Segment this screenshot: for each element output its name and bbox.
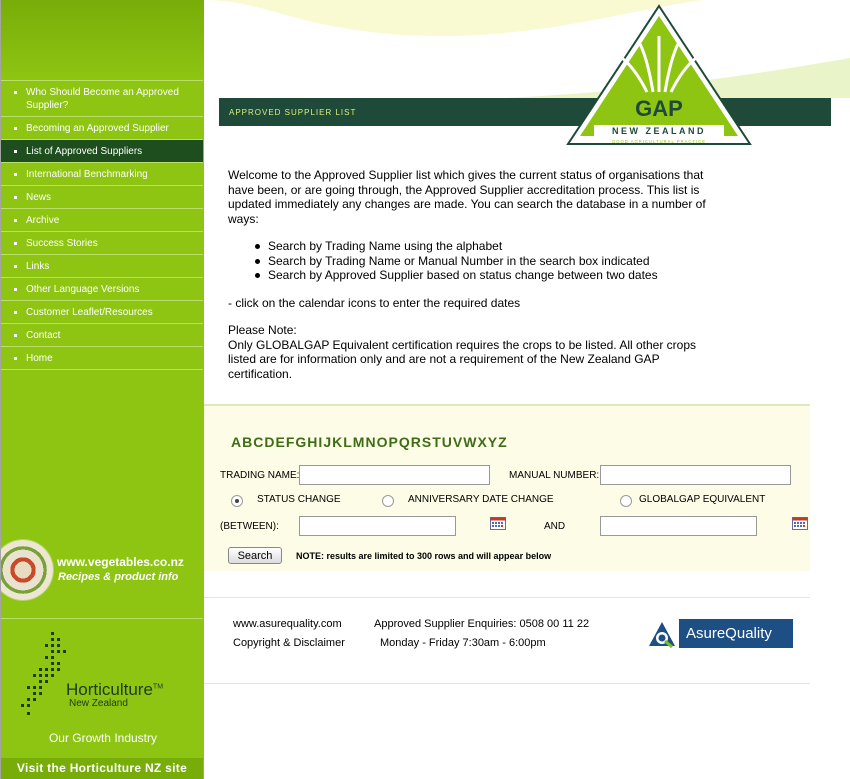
alphabet-letter-a[interactable]: A [231, 434, 242, 450]
sidebar-nav-item[interactable] [1, 254, 203, 277]
logo-dot [27, 712, 30, 715]
logo-dot [21, 704, 24, 707]
logo-dot [39, 692, 42, 695]
sidebar-nav-label: Customer Leaflet/Resources [26, 307, 153, 318]
logo-dot [51, 668, 54, 671]
logo-dot [39, 668, 42, 671]
gap-logo-tagline: GOOD AGRICULTURAL PRACTICE [612, 139, 706, 144]
sidebar-nav-label: Success Stories [26, 238, 98, 249]
logo-dot [51, 674, 54, 677]
logo-dot [39, 686, 42, 689]
square-bullet-icon [14, 127, 17, 130]
calendar-icon[interactable] [792, 516, 808, 530]
alphabet-letter-x[interactable]: X [477, 434, 487, 450]
intro-paragraph: Welcome to the Approved Supplier list which gives the current status of organisations that have been, or are going through, the Approved Supplier accreditation process. This list is updated immediately any changes are made. You can search the database in a number of ways: [228, 168, 706, 226]
alphabet-index [231, 434, 508, 452]
alphabet-letter-b[interactable]: B [242, 434, 253, 450]
logo-dot [27, 698, 30, 701]
enquiries-phone: Approved Supplier Enquiries: 0508 00 11 22 [374, 618, 590, 630]
sidebar-nav-item[interactable] [1, 231, 203, 254]
logo-dot [33, 698, 36, 701]
asurequality-mark-icon [645, 619, 679, 648]
square-bullet-icon [14, 334, 17, 337]
sidebar-nav-label: List of Approved Suppliers [26, 146, 143, 157]
sidebar-nav-item[interactable] [1, 277, 203, 300]
sidebar-nav-item[interactable] [1, 80, 203, 116]
alphabet-letter-g[interactable]: G [295, 434, 307, 450]
alphabet-letter-y[interactable]: Y [487, 434, 498, 450]
alphabet-letter-t[interactable]: T [432, 434, 441, 450]
search-button[interactable]: Search [228, 547, 282, 564]
list-item: Search by Trading Name or Manual Number in the search box indicated [268, 254, 708, 269]
alphabet-letter-c[interactable]: C [253, 434, 264, 450]
square-bullet-icon [14, 265, 17, 268]
square-bullet-icon [14, 196, 17, 199]
gap-logo-text: GAP [635, 96, 683, 121]
gap-logo-country: NEW ZEALAND [612, 126, 706, 136]
asurequality-logo-text: AsureQuality [686, 625, 772, 642]
list-item: Search by Approved Supplier based on status change between two dates [268, 268, 708, 283]
search-panel [204, 404, 810, 571]
food-plate-image [0, 540, 53, 600]
sidebar-nav-label: Contact [26, 330, 61, 341]
alphabet-letter-n[interactable]: N [365, 434, 376, 450]
logo-dot [39, 674, 42, 677]
logo-dot [51, 650, 54, 653]
alphabet-letter-o[interactable]: O [376, 434, 388, 450]
sidebar-nav-label: News [26, 192, 52, 203]
results-limit-note: NOTE: results are limited to 300 rows and will appear below [296, 551, 552, 561]
trademark: TM [152, 683, 164, 691]
sidebar-nav-item[interactable] [1, 300, 203, 323]
sidebar-nav-item[interactable] [1, 208, 203, 231]
logo-dot [45, 644, 48, 647]
footer-divider [204, 597, 810, 598]
horticulture-name: Horticulture [66, 680, 153, 699]
logo-dot [57, 662, 60, 665]
asurequality-website-link[interactable]: www.asurequality.com [233, 618, 342, 630]
alphabet-letter-h[interactable]: H [307, 434, 318, 450]
alphabet-letter-i[interactable]: I [318, 434, 323, 450]
anniversary-date-radio[interactable] [382, 495, 394, 507]
logo-dot [27, 704, 30, 707]
square-bullet-icon [14, 150, 17, 153]
sidebar [0, 0, 204, 779]
logo-dot [33, 674, 36, 677]
sidebar-divider [1, 618, 203, 619]
sidebar-nav-item[interactable] [1, 162, 203, 185]
logo-dot [45, 674, 48, 677]
sidebar-nav-label: Links [26, 261, 50, 272]
alphabet-letter-z[interactable]: Z [498, 434, 507, 450]
alphabet-letter-f[interactable]: F [285, 434, 295, 450]
date-to-input[interactable] [600, 516, 757, 536]
date-from-input[interactable] [299, 516, 456, 536]
logo-dot [51, 638, 54, 641]
alphabet-letter-s[interactable]: S [421, 434, 432, 450]
logo-dot [51, 656, 54, 659]
calendar-icon[interactable] [490, 516, 506, 530]
logo-dot [57, 644, 60, 647]
logo-dot [51, 632, 54, 635]
list-item: Search by Trading Name using the alphabet [268, 239, 708, 254]
logo-dot [63, 650, 66, 653]
vegetables-promo[interactable] [1, 532, 203, 622]
logo-dot [27, 686, 30, 689]
sidebar-nav-item[interactable] [1, 346, 203, 370]
sidebar-nav-item[interactable] [1, 139, 203, 162]
square-bullet-icon [14, 288, 17, 291]
alphabet-letter-w[interactable]: W [463, 434, 477, 450]
sidebar-nav-item[interactable] [1, 116, 203, 139]
growth-slogan: Our Growth Industry [48, 731, 158, 745]
status-change-radio[interactable] [231, 495, 243, 507]
sidebar-nav-label: Other Language Versions [26, 284, 140, 295]
manual-number-input[interactable] [600, 465, 791, 485]
header-swoosh-graphic [204, 0, 850, 98]
logo-dot [57, 650, 60, 653]
alphabet-letter-e[interactable]: E [275, 434, 285, 450]
intro-section [228, 168, 708, 381]
anniversary-date-label: ANNIVERSARY DATE CHANGE [408, 494, 554, 505]
logo-dot [51, 644, 54, 647]
calendar-note: - click on the calendar icons to enter the required dates [228, 295, 521, 310]
manual-number-label: MANUAL NUMBER: [509, 470, 600, 481]
sidebar-nav-label: International Benchmarking [26, 169, 148, 180]
logo-dot [33, 686, 36, 689]
alphabet-letter-l[interactable]: L [343, 434, 352, 450]
alphabet-letter-v[interactable]: V [452, 434, 463, 450]
page-title: APPROVED SUPPLIER LIST [229, 108, 357, 117]
status-change-label: STATUS CHANGE [257, 494, 341, 505]
logo-dot [51, 662, 54, 665]
horticulture-country: New Zealand [69, 698, 128, 709]
globalgap-equivalent-radio[interactable] [620, 495, 632, 507]
alphabet-letter-u[interactable]: U [441, 434, 452, 450]
alphabet-letter-m[interactable]: M [352, 434, 365, 450]
sidebar-nav-label: Who Should Become an Approved Supplier? [26, 87, 179, 111]
office-hours: Monday - Friday 7:30am - 6:00pm [380, 637, 546, 649]
trading-name-label: TRADING NAME: [220, 470, 300, 481]
square-bullet-icon [14, 173, 17, 176]
vegetables-tagline: Recipes & product info [58, 571, 179, 583]
logo-dot [45, 680, 48, 683]
logo-dot [45, 668, 48, 671]
logo-dot [57, 668, 60, 671]
sidebar-nav-item[interactable] [1, 185, 203, 208]
asurequality-logo[interactable] [645, 619, 793, 648]
alphabet-letter-r[interactable]: R [410, 434, 421, 450]
alphabet-letter-k[interactable]: K [332, 434, 343, 450]
sidebar-nav [1, 80, 203, 370]
note-text: Only GLOBALGAP Equivalent certification requires the crops to be listed. All other crops listed are for information only and are not a requirement of the New Zealand GAP certification. [228, 337, 697, 381]
gap-new-zealand-logo [566, 4, 752, 150]
square-bullet-icon [14, 219, 17, 222]
horticulture-logo-text [66, 680, 163, 700]
visit-horticulture-link[interactable]: Visit the Horticulture NZ site [1, 758, 203, 779]
square-bullet-icon [14, 91, 17, 94]
square-bullet-icon [14, 357, 17, 360]
logo-dot [45, 656, 48, 659]
trading-name-input[interactable] [299, 465, 490, 485]
alphabet-letter-j[interactable]: J [323, 434, 332, 450]
logo-dot [39, 680, 42, 683]
logo-dot [57, 638, 60, 641]
sidebar-nav-label: Home [26, 353, 53, 364]
and-label: AND [544, 521, 566, 532]
logo-dot [33, 692, 36, 695]
search-methods-list [228, 239, 708, 283]
between-label: (BETWEEN): [220, 521, 279, 532]
alphabet-letter-p[interactable]: P [388, 434, 398, 450]
globalgap-equivalent-label: GLOBALGAP EQUIVALENT [639, 494, 766, 505]
alphabet-letter-d[interactable]: D [264, 434, 275, 450]
sidebar-nav-item[interactable] [1, 323, 203, 346]
sidebar-header-band [1, 0, 204, 80]
note-label: Please Note: [228, 323, 297, 337]
vegetables-url[interactable]: www.vegetables.co.nz [57, 555, 184, 569]
footer-divider [204, 683, 810, 684]
sidebar-nav-label: Becoming an Approved Supplier [26, 123, 169, 134]
square-bullet-icon [14, 311, 17, 314]
sidebar-nav-label: Archive [26, 215, 60, 226]
alphabet-letter-q[interactable]: Q [398, 434, 410, 450]
square-bullet-icon [14, 242, 17, 245]
copyright-disclaimer-link[interactable]: Copyright & Disclaimer [233, 637, 345, 649]
